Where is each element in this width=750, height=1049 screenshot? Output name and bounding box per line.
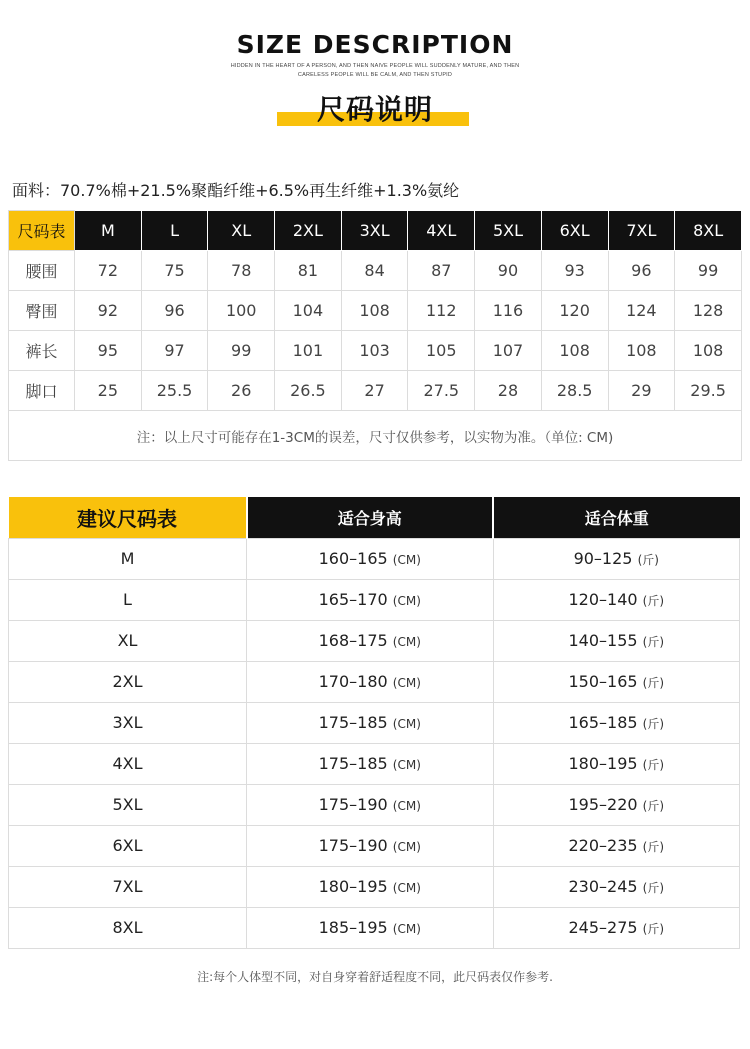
table-row: [9, 579, 740, 620]
recommend-weight-cell: [493, 538, 740, 579]
height-value: 175–185: [318, 713, 388, 732]
table-row: [9, 743, 740, 784]
measurement-cell: 78: [208, 251, 275, 291]
recommend-weight-cell: [493, 743, 740, 784]
size-column-header: 5XL: [475, 211, 542, 251]
size-column-header: 2XL: [275, 211, 342, 251]
table-row: [9, 538, 740, 579]
recommend-size-cell: M: [9, 538, 247, 579]
page-subtitle-en: [0, 62, 750, 80]
footer-note: 注:每个人体型不同，对自身穿着舒适程度不同，此尺码表仅作参考.: [197, 970, 553, 984]
weight-value: 120–140: [568, 590, 638, 609]
weight-value: 90–125: [573, 549, 633, 568]
measurement-cell: 26: [208, 371, 275, 411]
measurement-cell: 25: [75, 371, 142, 411]
size-table-note-row: [9, 411, 742, 461]
recommend-size-cell: 7XL: [9, 866, 247, 907]
measurement-cell: 108: [675, 331, 742, 371]
height-value: 168–175: [318, 631, 388, 650]
measurement-cell: 93: [541, 251, 608, 291]
measurement-cell: 28: [475, 371, 542, 411]
fabric-composition: 面料：70.7%棉+21.5%聚酯纤维+6.5%再生纤维+1.3%氨纶: [12, 181, 460, 200]
measurement-cell: 120: [541, 291, 608, 331]
subtitle-line-1: HIDDEN IN THE HEART OF A PERSON, AND THEN NAIVE PEOPLE WILL SUDDENLY MATURE, AND THEN: [230, 63, 520, 69]
measurement-cell: 87: [408, 251, 475, 291]
recommend-weight-cell: [493, 907, 740, 948]
height-unit: (CM): [392, 676, 421, 690]
height-value: 175–190: [318, 836, 388, 855]
recommend-height-cell: [247, 743, 494, 784]
weight-value: 140–155: [568, 631, 638, 650]
recommend-header-height: 适合身高: [247, 497, 494, 538]
size-table-note: 注：以上尺寸可能存在1-3CM的误差，尺寸仅供参考，以实物为准。（单位: CM): [9, 411, 742, 461]
recommend-height-cell: [247, 661, 494, 702]
height-unit: (CM): [392, 635, 421, 649]
table-row: [9, 702, 740, 743]
table-row: [9, 866, 740, 907]
measurement-cell: 108: [608, 331, 675, 371]
row-label: 裤长: [9, 331, 75, 371]
measurement-cell: 99: [208, 331, 275, 371]
measurement-cell: 84: [341, 251, 408, 291]
recommend-table: [8, 497, 740, 949]
height-unit: (CM): [392, 717, 421, 731]
recommend-weight-cell: [493, 702, 740, 743]
size-column-header: L: [141, 211, 208, 251]
measurement-cell: 72: [75, 251, 142, 291]
height-value: 175–185: [318, 754, 388, 773]
measurement-cell: 27.5: [408, 371, 475, 411]
measurement-cell: 25.5: [141, 371, 208, 411]
table-row: [9, 825, 740, 866]
recommend-size-cell: XL: [9, 620, 247, 661]
height-unit: (CM): [392, 840, 421, 854]
height-unit: (CM): [392, 922, 421, 936]
size-column-header: 6XL: [541, 211, 608, 251]
measurement-cell: 95: [75, 331, 142, 371]
size-column-header: 8XL: [675, 211, 742, 251]
recommend-weight-cell: [493, 784, 740, 825]
size-column-header: 7XL: [608, 211, 675, 251]
recommend-size-cell: 6XL: [9, 825, 247, 866]
recommend-weight-cell: [493, 825, 740, 866]
size-column-header: XL: [208, 211, 275, 251]
height-value: 185–195: [318, 918, 388, 937]
measurement-cell: 124: [608, 291, 675, 331]
page-title-en: SIZE DESCRIPTION: [236, 30, 514, 59]
table-row: [9, 907, 740, 948]
measurement-cell: 116: [475, 291, 542, 331]
weight-value: 180–195: [568, 754, 638, 773]
weight-value: 150–165: [568, 672, 638, 691]
recommend-header-size: 建议尺码表: [9, 497, 247, 538]
recommend-height-cell: [247, 866, 494, 907]
measurement-cell: 97: [141, 331, 208, 371]
weight-value: 165–185: [568, 713, 638, 732]
recommend-height-cell: [247, 784, 494, 825]
table-row: [9, 331, 742, 371]
height-value: 180–195: [318, 877, 388, 896]
recommend-size-cell: 2XL: [9, 661, 247, 702]
size-column-header: M: [75, 211, 142, 251]
recommend-size-cell: L: [9, 579, 247, 620]
recommend-weight-cell: [493, 866, 740, 907]
height-value: 160–165: [318, 549, 388, 568]
measurement-cell: 108: [341, 291, 408, 331]
recommend-size-cell: 5XL: [9, 784, 247, 825]
measurement-cell: 104: [275, 291, 342, 331]
size-table: [8, 210, 742, 461]
weight-unit: (斤): [642, 758, 665, 772]
weight-value: 220–235: [568, 836, 638, 855]
weight-value: 195–220: [568, 795, 638, 814]
height-value: 175–190: [318, 795, 388, 814]
measurement-cell: 112: [408, 291, 475, 331]
measurement-cell: 99: [675, 251, 742, 291]
weight-unit: (斤): [642, 799, 665, 813]
recommend-height-cell: [247, 825, 494, 866]
recommend-size-cell: 8XL: [9, 907, 247, 948]
recommend-size-cell: 4XL: [9, 743, 247, 784]
measurement-cell: 105: [408, 331, 475, 371]
height-unit: (CM): [392, 553, 421, 567]
height-unit: (CM): [392, 594, 421, 608]
height-unit: (CM): [392, 881, 421, 895]
weight-unit: (斤): [637, 553, 659, 567]
recommend-weight-cell: [493, 620, 740, 661]
measurement-cell: 100: [208, 291, 275, 331]
measurement-cell: 107: [475, 331, 542, 371]
measurement-cell: 128: [675, 291, 742, 331]
table-row: [9, 784, 740, 825]
recommend-height-cell: [247, 702, 494, 743]
table-row: [9, 251, 742, 291]
recommend-height-cell: [247, 538, 494, 579]
measurement-cell: 81: [275, 251, 342, 291]
measurement-cell: 26.5: [275, 371, 342, 411]
recommend-height-cell: [247, 907, 494, 948]
measurement-cell: 92: [75, 291, 142, 331]
weight-unit: (斤): [642, 717, 665, 731]
recommend-size-cell: 3XL: [9, 702, 247, 743]
recommend-table-header-row: [9, 497, 740, 538]
size-table-header-row: [9, 211, 742, 251]
measurement-cell: 27: [341, 371, 408, 411]
measurement-cell: 103: [341, 331, 408, 371]
height-unit: (CM): [392, 758, 421, 772]
measurement-cell: 101: [275, 331, 342, 371]
recommend-height-cell: [247, 579, 494, 620]
weight-unit: (斤): [642, 840, 665, 854]
recommend-header-weight: 适合体重: [493, 497, 740, 538]
table-row: [9, 371, 742, 411]
size-column-header: 3XL: [341, 211, 408, 251]
recommend-weight-cell: [493, 661, 740, 702]
weight-value: 245–275: [568, 918, 638, 937]
weight-unit: (斤): [642, 594, 665, 608]
weight-value: 230–245: [568, 877, 638, 896]
weight-unit: (斤): [642, 676, 665, 690]
height-unit: (CM): [392, 799, 421, 813]
measurement-cell: 75: [141, 251, 208, 291]
measurement-cell: 108: [541, 331, 608, 371]
table-row: [9, 661, 740, 702]
measurement-cell: 29.5: [675, 371, 742, 411]
height-value: 170–180: [318, 672, 388, 691]
measurement-cell: 90: [475, 251, 542, 291]
recommend-weight-cell: [493, 579, 740, 620]
recommend-height-cell: [247, 620, 494, 661]
row-label: 腰围: [9, 251, 75, 291]
page-title-cn: 尺码说明: [316, 93, 433, 126]
size-column-header: 4XL: [408, 211, 475, 251]
measurement-cell: 96: [141, 291, 208, 331]
weight-unit: (斤): [642, 635, 665, 649]
row-label: 脚口: [9, 371, 75, 411]
weight-unit: (斤): [642, 881, 665, 895]
size-table-corner: 尺码表: [9, 211, 75, 251]
measurement-cell: 28.5: [541, 371, 608, 411]
weight-unit: (斤): [642, 922, 665, 936]
height-value: 165–170: [318, 590, 388, 609]
subtitle-line-2: CARELESS PEOPLE WILL BE CALM, AND THEN STUPID: [297, 72, 453, 78]
measurement-cell: 96: [608, 251, 675, 291]
table-row: [9, 620, 740, 661]
measurement-cell: 29: [608, 371, 675, 411]
row-label: 臀围: [9, 291, 75, 331]
table-row: [9, 291, 742, 331]
